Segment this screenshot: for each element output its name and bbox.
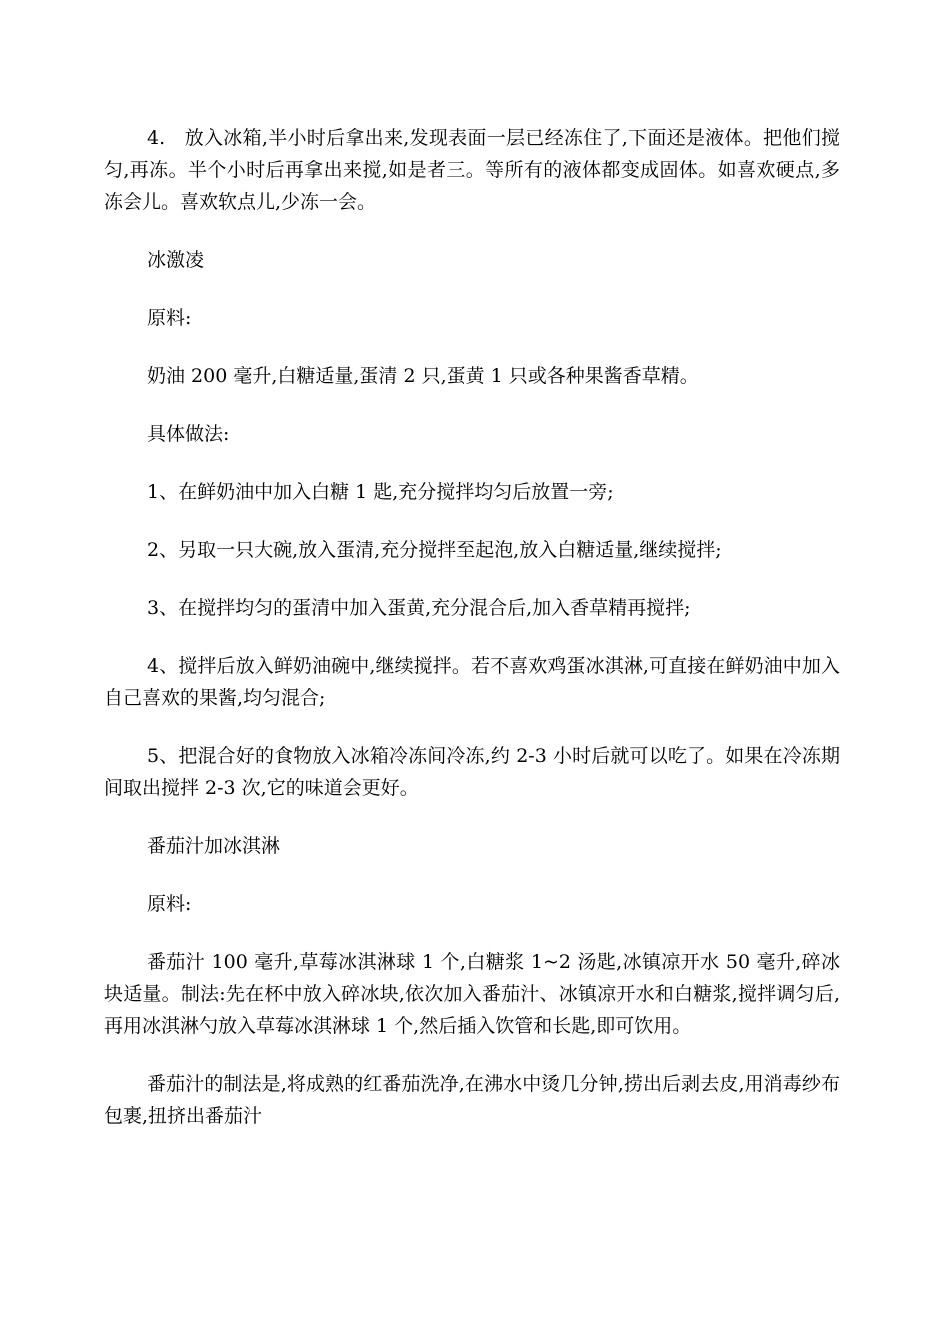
heading-tomato-juice-ice-cream: 番茄汁加冰淇淋 xyxy=(147,835,281,857)
method-step-5: 5、把混合好的食物放入冰箱冷冻间冷冻,约 2-3 小时后就可以吃了。如果在冷冻期间取出搅拌 2-3 次,它的味道会更好。 xyxy=(104,745,840,799)
method-step-1: 1、在鲜奶油中加入白糖 1 匙,充分搅拌均匀后放置一旁; xyxy=(147,481,614,503)
method-label: 具体做法: xyxy=(147,423,230,445)
tomato-juice-method-paragraph: 番茄汁的制法是,将成熟的红番茄洗净,在沸水中烫几分钟,捞出后剥去皮,用消毒纱布包裹,扭挤出番茄汁 xyxy=(104,1073,840,1127)
method-step-3: 3、在搅拌均匀的蛋清中加入蛋黄,充分混合后,加入香草精再搅拌; xyxy=(147,597,691,619)
document-page xyxy=(104,122,840,1132)
tomato-recipe-paragraph: 番茄汁 100 毫升,草莓冰淇淋球 1 个,白糖浆 1~2 汤匙,冰镇凉开水 50 毫升,碎冰块适量。制法:先在杯中放入碎冰块,依次加入番茄汁、冰镇凉开水和白糖浆,搅拌调匀后,再用冰淇淋勺放入草莓冰淇淋球 1 个,然后插入饮管和长匙,即可饮用。 xyxy=(104,951,840,1037)
ingredients-label: 原料: xyxy=(147,307,192,329)
ingredients-list: 奶油 200 毫升,白糖适量,蛋清 2 只,蛋黄 1 只或各种果酱香草精。 xyxy=(147,365,699,387)
method-step-4: 4、搅拌后放入鲜奶油碗中,继续搅拌。若不喜欢鸡蛋冰淇淋,可直接在鲜奶油中加入自己喜欢的果酱,均匀混合; xyxy=(104,655,840,709)
paragraph-freezing-step-4: 4. 放入冰箱,半小时后拿出来,发现表面一层已经冻住了,下面还是液体。把他们搅匀,再冻。半个小时后再拿出来搅,如是者三。等所有的液体都变成固体。如喜欢硬点,多冻会儿。喜欢软点儿,少冻一会。 xyxy=(104,127,840,213)
ingredients-label-2: 原料: xyxy=(147,893,192,915)
method-step-2: 2、另取一只大碗,放入蛋清,充分搅拌至起泡,放入白糖适量,继续搅拌; xyxy=(147,539,722,561)
heading-ice-cream: 冰激凌 xyxy=(147,249,205,271)
